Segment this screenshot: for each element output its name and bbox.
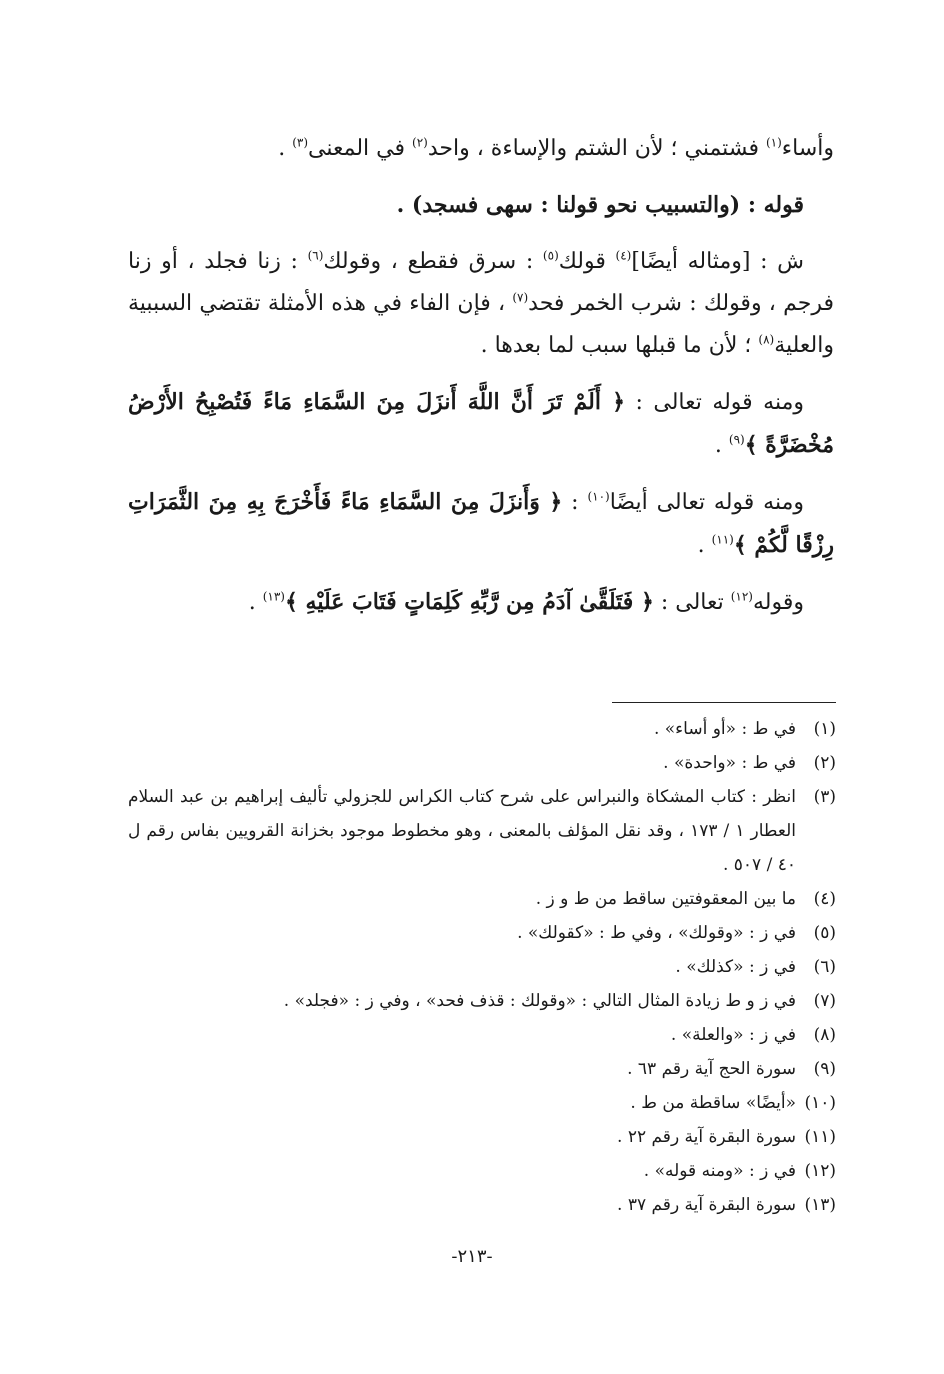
footnote <box>128 780 836 882</box>
footnote-number: (٣) <box>813 787 836 807</box>
paragraph <box>128 581 834 624</box>
footnote-number: (٦) <box>813 957 836 977</box>
footnote-text: في ز : «والعلة» . <box>670 1025 796 1045</box>
footnote <box>128 916 836 950</box>
text-run: قولك <box>558 249 616 274</box>
footnote-ref: (٧) <box>512 290 529 305</box>
footnote <box>128 984 836 1018</box>
text-run: وأساء <box>781 136 834 161</box>
text-run: ش : [ومثاله أيضًا] <box>631 249 804 274</box>
footnote-number: (٨) <box>813 1025 836 1045</box>
footnote <box>128 712 836 746</box>
footnote <box>128 746 836 780</box>
footnote-ref: (٦) <box>307 248 324 263</box>
quran-verse: ﴿ فَتَلَقَّىٰ آدَمُ مِن رَّبِّهِ كَلِمَاتٍ فَتَابَ عَلَيْهِ ﴾ <box>284 589 654 615</box>
quran-verse: ﴿ أَلَمْ تَرَ أَنَّ اللَّهَ أَنزَلَ مِنَ السَّمَاءِ مَاءً فَتُصْبِحُ الأَرْضُ مُخْضَرَّةً ﴾ <box>128 389 834 458</box>
footnote-ref: (١) <box>765 135 782 150</box>
text-run: فشتمني ؛ لأن الشتم والإساءة ، واحد <box>427 136 766 161</box>
footnote-number: (٥) <box>813 923 836 943</box>
footnote-number: (٧) <box>813 991 836 1011</box>
footnote-text: في ز و ط زيادة المثال التالي : «وقولك : قذف فحد» ، وفي ز : «فجلد» . <box>283 991 796 1011</box>
footnote-number: (١٠) <box>804 1093 836 1113</box>
footnote-text: في ز : «ومنه قوله» . <box>643 1161 796 1181</box>
footnote-ref: (١١) <box>711 532 734 547</box>
footnote-text: في ط : «أو أساء» . <box>653 719 796 739</box>
footnote-text: في ط : «واحدة» . <box>663 753 796 773</box>
footnote-ref: (٥) <box>542 248 559 263</box>
footnote-ref: (٢) <box>412 135 428 150</box>
footnote-number: (١) <box>813 719 836 739</box>
footnotes-list <box>128 712 836 1222</box>
footnote-text: ما بين المعقوفتين ساقط من ط و ز . <box>535 889 796 909</box>
text-run: : زنا فجلد ، أو زنا فرجم ، وقولك : شرب الخمر فحد <box>128 249 834 316</box>
footnote <box>128 1154 836 1188</box>
footnote-text: انظر : كتاب المشكاة والنبراس على شرح كتاب الكراس للجزولي تأليف إبراهيم بن عبد السلام العطار ١ / ١٧٣ ، وقد نقل المؤلف بالمعنى ، وهو مخطوط موجود بخزانة القرويين بفاس رقم ل ٤٠ / ٥٠٧ . <box>128 787 796 875</box>
footnote-number: (١٣) <box>804 1195 836 1215</box>
text-run: . <box>697 533 712 558</box>
footnote <box>128 1052 836 1086</box>
footnote <box>128 882 836 916</box>
text-run: ، فإن الفاء في هذه الأمثلة تقتضي السببية والعلية <box>128 291 834 358</box>
footnote-separator <box>612 702 836 703</box>
text-run: في المعنى <box>308 136 412 161</box>
footnote-ref: (٤) <box>615 248 632 263</box>
footnote-text: سورة الحج آية رقم ٦٣ . <box>627 1059 796 1079</box>
text-run: : <box>562 490 588 515</box>
quoted-statement: قوله : (والتسبيب نحو قولنا : سهى فسجد) . <box>396 192 804 218</box>
text-run: . <box>714 433 729 458</box>
footnote-ref: (١٠) <box>587 489 610 504</box>
text-run: . <box>248 590 263 615</box>
footnote-ref: (٩) <box>728 432 745 447</box>
footnote-number: (١٢) <box>804 1161 836 1181</box>
paragraph <box>128 241 834 367</box>
text-run: ؛ لأن ما قبلها سبب لما بعدها . <box>480 333 759 358</box>
footnote-number: (٢) <box>813 753 836 773</box>
paragraph <box>128 184 834 227</box>
footnote <box>128 950 836 984</box>
text-run: وقوله <box>752 590 804 615</box>
footnote-text: سورة البقرة آية رقم ٣٧ . <box>617 1195 796 1215</box>
footnote-ref: (٣) <box>292 135 309 150</box>
footnote <box>128 1018 836 1052</box>
footnote-text: في ز : «وقولك» ، وفي ط : «كقولك» . <box>517 923 796 943</box>
footnote-number: (٤) <box>813 889 836 909</box>
footnote <box>128 1120 836 1154</box>
quran-verse: ﴿ وَأَنزَلَ مِنَ السَّمَاءِ مَاءً فَأَخْرَجَ بِهِ مِنَ الثَّمَرَاتِ رِزْقًا لَّكُمْ ﴾ <box>128 489 834 558</box>
footnote-text: «أيضًا» ساقطة من ط . <box>630 1093 796 1113</box>
text-run: ومنه قوله تعالى أيضًا <box>609 490 804 515</box>
text-run: . <box>278 136 293 161</box>
footnote-ref: (١٣) <box>262 589 285 604</box>
paragraph <box>128 128 834 170</box>
paragraph <box>128 481 834 567</box>
text-run: تعالى : <box>653 590 731 615</box>
paragraph <box>128 381 834 467</box>
footnote-ref: (١٢) <box>730 589 753 604</box>
page-number: -٢١٣- <box>451 1246 493 1267</box>
footnote <box>128 1188 836 1222</box>
footnote-number: (٩) <box>813 1059 836 1079</box>
text-run: : سرق فقطع ، وقولك <box>323 249 543 274</box>
main-text <box>128 128 834 638</box>
footnote-number: (١١) <box>804 1127 836 1147</box>
footnote-text: في ز : «كذلك» . <box>675 957 796 977</box>
footnote-ref: (٨) <box>758 332 775 347</box>
text-run: ومنه قوله تعالى : <box>625 390 805 415</box>
footnote <box>128 1086 836 1120</box>
footnote-text: سورة البقرة آية رقم ٢٢ . <box>617 1127 796 1147</box>
